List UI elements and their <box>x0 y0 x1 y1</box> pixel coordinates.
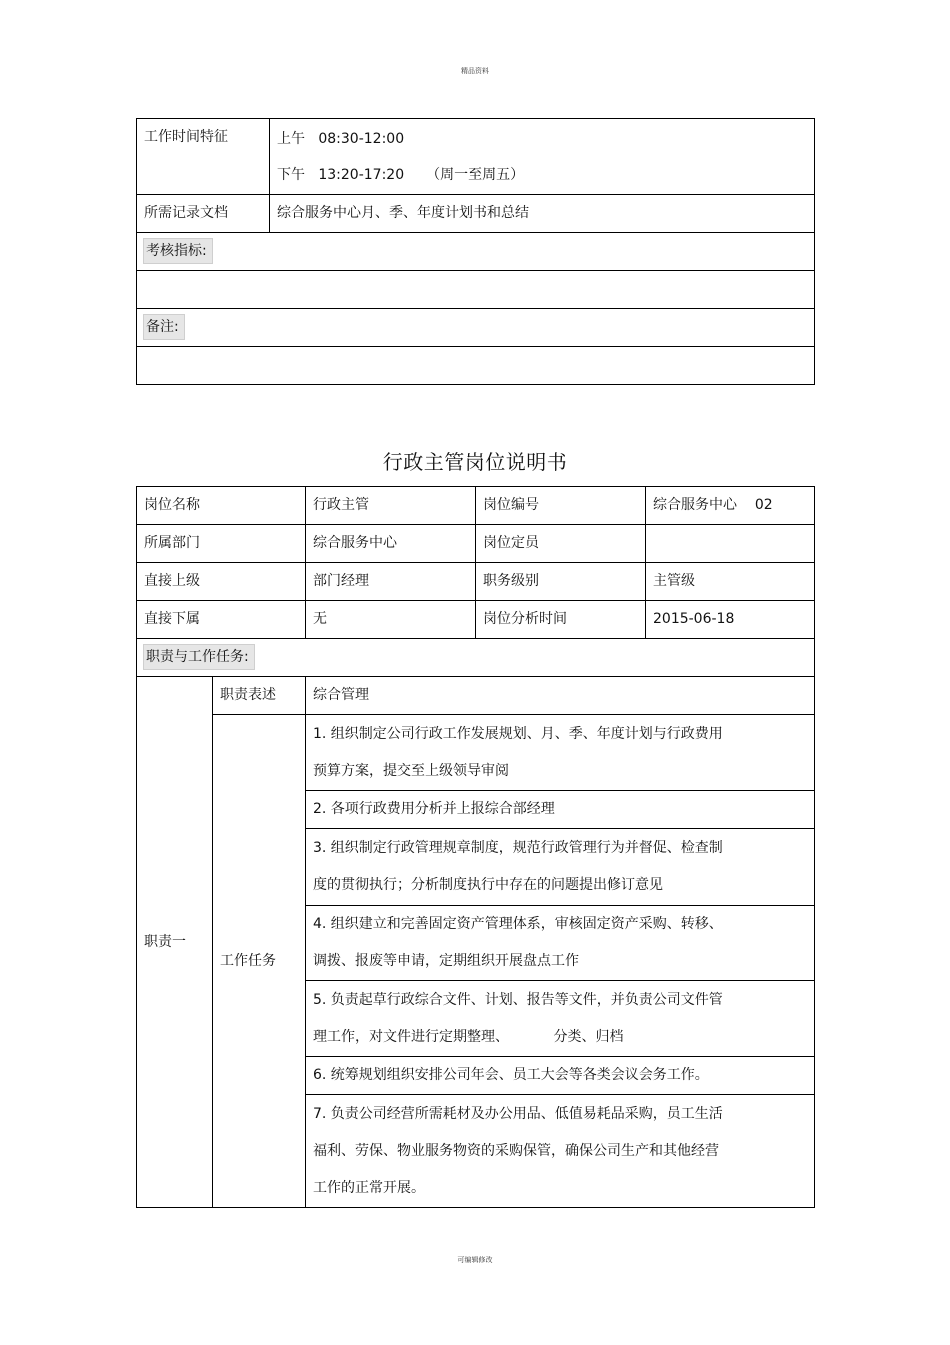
notes-cell <box>137 309 815 347</box>
row-dept <box>137 525 815 563</box>
kpi-blank-row <box>137 271 815 309</box>
weekdays-note: （周一至周五） <box>426 166 525 183</box>
dept-label: 所属部门 <box>137 525 306 563</box>
footer-note: 可编辑修改 <box>457 1256 493 1264</box>
row-duties-heading <box>137 639 815 677</box>
notes-blank-row <box>137 347 815 385</box>
task-line: 3. 组织制定行政管理规章制度，规范行政管理行为并督促、检查制 <box>313 840 723 856</box>
headcount-value <box>646 525 815 563</box>
task-row <box>137 715 815 791</box>
row-superior <box>137 563 815 601</box>
headcount-label: 岗位定员 <box>476 525 646 563</box>
morning-time: 08:30-12:00 <box>318 130 405 147</box>
tasks-label: 工作任务 <box>213 715 306 1208</box>
duties-label: 职责与工作任务: <box>143 644 255 670</box>
notes-value-cell <box>137 347 815 385</box>
document-title: 行政主管岗位说明书 <box>382 450 568 474</box>
kpi-cell <box>137 233 815 271</box>
task-item-6 <box>306 1057 815 1095</box>
notes-row <box>137 309 815 347</box>
task-line: 4. 组织建立和完善固定资产管理体系，审核固定资产采购、转移、 <box>313 916 723 932</box>
morning-label: 上午 <box>277 130 305 147</box>
notes-label: 备注: <box>143 314 185 340</box>
task-line: 理工作，对文件进行定期整理、 分类、归档 <box>313 1028 624 1045</box>
row-subordinate <box>137 601 815 639</box>
afternoon-time: 13:20-17:20 <box>318 166 405 183</box>
records-label: 所需记录文档 <box>137 195 270 233</box>
post-name-value: 行政主管 <box>306 487 476 525</box>
superior-value: 部门经理 <box>306 563 476 601</box>
kpi-value-cell <box>137 271 815 309</box>
superior-label: 直接上级 <box>137 563 306 601</box>
duty1-label: 职责一 <box>137 677 213 1208</box>
subordinate-value: 无 <box>306 601 476 639</box>
work-time-label: 工作时间特征 <box>137 119 270 195</box>
subordinate-label: 直接下属 <box>137 601 306 639</box>
records-row <box>137 195 815 233</box>
work-time-row <box>137 119 815 195</box>
kpi-row <box>137 233 815 271</box>
task-line: 2. 各项行政费用分析并上报综合部经理 <box>313 801 555 817</box>
task-line: 预算方案，提交至上级领导审阅 <box>313 762 509 779</box>
task-line: 5. 负责起草行政综合文件、计划、报告等文件，并负责公司文件管 <box>313 991 723 1008</box>
task-item-3 <box>306 829 815 906</box>
records-value: 综合服务中心月、季、年度计划书和总结 <box>270 195 815 233</box>
afternoon-label: 下午 <box>277 166 305 183</box>
post-no-value <box>646 487 815 525</box>
dept-value: 综合服务中心 <box>306 525 476 563</box>
task-line: 6. 统筹规划组织安排公司年会、员工大会等各类会议会务工作。 <box>313 1067 709 1083</box>
task-line: 7. 负责公司经营所需耗材及办公用品、低值易耗品采购，员工生活 <box>313 1105 723 1122</box>
grade-label: 职务级别 <box>476 563 646 601</box>
kpi-label: 考核指标: <box>143 238 213 264</box>
task-line: 度的贯彻执行；分析制度执行中存在的问题提出修订意见 <box>313 877 663 893</box>
duty-desc-label: 职责表述 <box>213 677 306 715</box>
row-duty-desc <box>137 677 815 715</box>
task-line: 福利、劳保、物业服务物资的采购保管，确保公司生产和其他经营 <box>313 1142 719 1159</box>
task-item-4 <box>306 906 815 981</box>
work-info-table <box>136 118 815 385</box>
analysis-time-value: 2015-06-18 <box>646 601 815 639</box>
task-item-7 <box>306 1095 815 1208</box>
duties-heading-cell <box>137 639 815 677</box>
duty-desc-value: 综合管理 <box>306 677 815 715</box>
task-item-5 <box>306 981 815 1057</box>
header-note: 精品资料 <box>461 67 489 75</box>
grade-value: 主管级 <box>646 563 815 601</box>
job-description-table <box>136 486 815 1208</box>
analysis-time-label: 岗位分析时间 <box>476 601 646 639</box>
task-line: 工作的正常开展。 <box>313 1179 425 1196</box>
task-item-1 <box>306 715 815 791</box>
post-no-label: 岗位编号 <box>476 487 646 525</box>
post-no-text: 综合服务中心 <box>653 497 737 513</box>
post-name-label: 岗位名称 <box>137 487 306 525</box>
task-item-2 <box>306 791 815 829</box>
task-line: 调拨、报废等申请，定期组织开展盘点工作 <box>313 953 579 969</box>
row-post-name <box>137 487 815 525</box>
work-time-value <box>270 119 815 195</box>
post-no-suffix: 02 <box>754 497 773 513</box>
task-line: 1. 组织制定公司行政工作发展规划、月、季、年度计划与行政费用 <box>313 725 723 742</box>
